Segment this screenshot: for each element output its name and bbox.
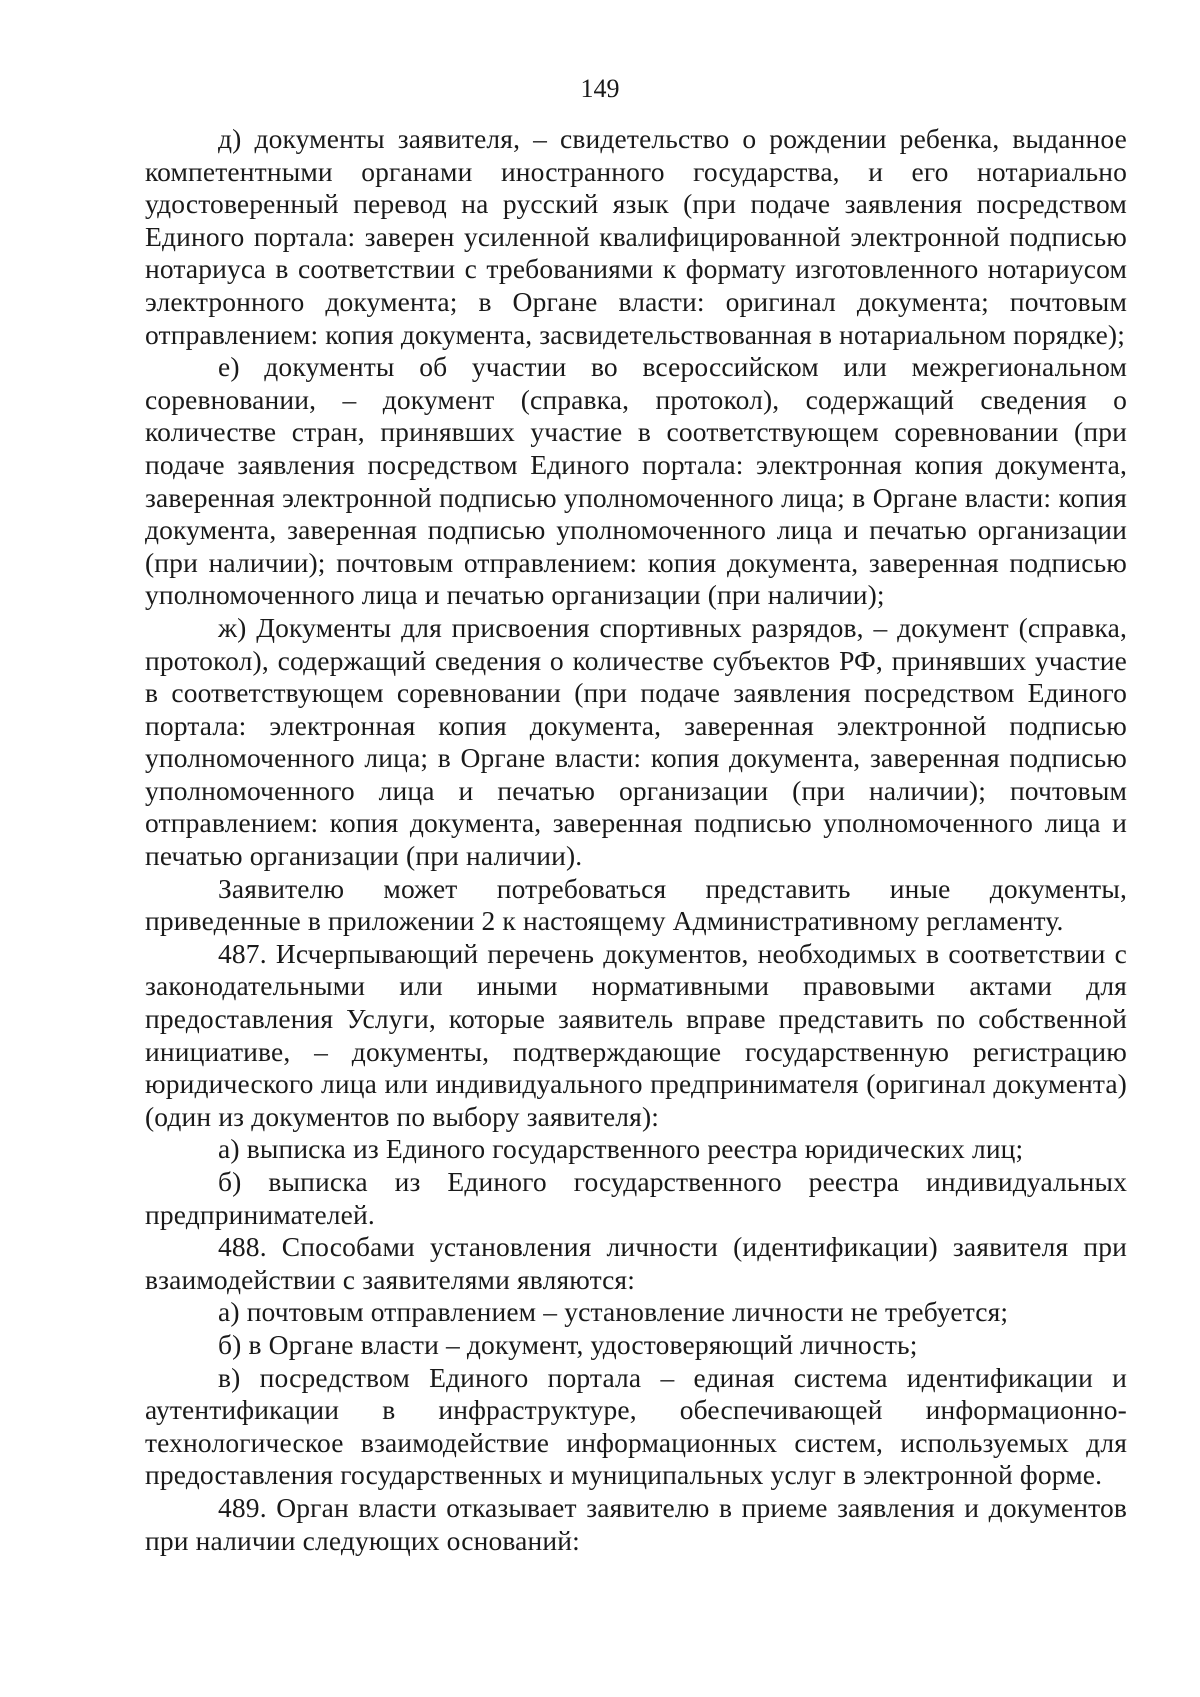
paragraph-item-d: д) документы заявителя, – свидетельство о рождении ребенка, выданное компетентными органами иностранного государства, и его нотариально удостоверенный перевод на русский язык (при подаче заявления посредством Единого портала: заверен усиленной квалифицированной электронной подписью нотариуса в соответствии с требованиями к формату изготовленного нотариусом электронного документа; в Органе власти: оригинал документа; почтовым отправлением: копия документа, засвидетельствованная в нотариальном порядке); — [145, 123, 1127, 350]
paragraph-item-zh: ж) Документы для присвоения спортивных разрядов, – документ (справка, протокол), содержащий сведения о количестве субъектов РФ, принявших участие в соответствующем соревновании (при подаче заявления посредством Единого портала: электронная копия документа, заверенная электронной подписью уполномоченного лица; в Органе власти: копия документа, заверенная подписью уполномоченного лица и печатью организации (при наличии); почтовым отправлением: копия документа, заверенная подписью уполномоченного лица и печатью организации (при наличии). — [145, 611, 1127, 872]
document-body — [145, 123, 1127, 1557]
paragraph-488-b: б) в Органе власти – документ, удостоверяющий личность; — [218, 1328, 918, 1360]
page-number: 149 — [580, 74, 620, 103]
paragraph-489: 489. Орган власти отказывает заявителю в приеме заявления и документов при наличии следующих оснований: — [145, 1491, 1127, 1556]
paragraph-488-a: а) почтовым отправлением – установление личности не требуется; — [218, 1296, 1009, 1328]
paragraph-487-b: б) выписка из Единого государственного реестра индивидуальных предпринимателей. — [145, 1166, 1127, 1230]
paragraph-488: 488. Способами установления личности (идентификации) заявителя при взаимодействии с заявителями являются: — [145, 1231, 1127, 1295]
paragraph-488-v: в) посредством Единого портала – единая система идентификации и аутентификации в инфраструктуре, обеспечивающей информационно-технологическое взаимодействие информационных систем, используемых для предоставления государственных и муниципальных услуг в электронной форме. — [145, 1361, 1127, 1491]
paragraph-487: 487. Исчерпывающий перечень документов, необходимых в соответствии с законодательными или иными нормативными правовыми актами для предоставления Услуги, которые заявитель вправе представить по собственной инициативе, – документы, подтверждающие государственную регистрацию юридического лица или индивидуального предпринимателя (оригинал документа) (один из документов по выбору заявителя): — [145, 937, 1127, 1132]
paragraph-other-documents: Заявителю может потребоваться представить иные документы, приведенные в приложении 2 к настоящему Административному регламенту. — [145, 872, 1127, 937]
paragraph-487-a: а) выписка из Единого государственного реестра юридических лиц; — [218, 1133, 1024, 1165]
paragraph-item-e: е) документы об участии во всероссийском или межрегиональном соревновании, – документ (справка, протокол), содержащий сведения о количестве стран, принявших участие в соответствующем соревновании (при подаче заявления посредством Единого портала: электронная копия документа, заверенная электронной подписью уполномоченного лица; в Органе власти: копия документа, заверенная подписью уполномоченного лица и печатью организации (при наличии); почтовым отправлением: копия документа, заверенная подписью уполномоченного лица и печатью организации (при наличии); — [145, 351, 1127, 611]
